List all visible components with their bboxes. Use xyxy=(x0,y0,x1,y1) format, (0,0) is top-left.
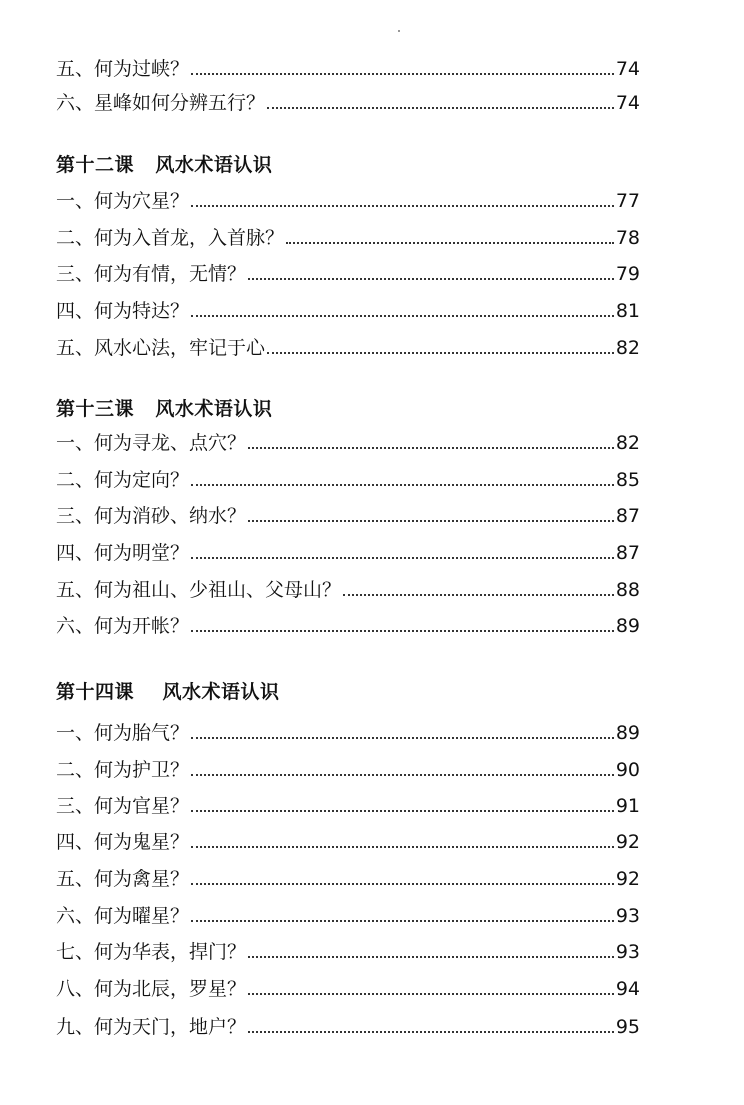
toc-entry-label: 二、何为入首龙，入首脉？ xyxy=(56,227,285,249)
toc-entry[interactable] xyxy=(56,823,640,853)
toc-leader-dots xyxy=(248,993,614,995)
toc-entry-label: 六、何为开帐？ xyxy=(56,615,190,637)
toc-page-number: 74 xyxy=(615,92,640,114)
toc-entry-label: 四、何为明堂？ xyxy=(56,542,190,564)
toc-leader-dots xyxy=(191,737,614,739)
toc-page-number: 82 xyxy=(615,432,640,454)
toc-page-number: 93 xyxy=(615,905,640,927)
toc-leader-dots xyxy=(191,630,614,632)
toc-entry-label: 九、何为天门，地户？ xyxy=(56,1016,247,1038)
toc-entry[interactable] xyxy=(56,571,640,601)
toc-entry[interactable] xyxy=(56,497,640,527)
toc-leader-dots xyxy=(191,73,614,75)
toc-page-number: 87 xyxy=(615,542,640,564)
toc-leader-dots xyxy=(343,594,614,596)
toc-page-number: 90 xyxy=(615,759,640,781)
toc-page-number: 82 xyxy=(615,337,640,359)
toc-leader-dots xyxy=(248,278,614,280)
toc-entry-label: 三、何为官星？ xyxy=(56,795,190,817)
toc-entry-label: 一、何为寻龙、点穴？ xyxy=(56,432,247,454)
toc-page-number: 89 xyxy=(615,615,640,637)
toc-leader-dots xyxy=(248,520,614,522)
toc-entry[interactable] xyxy=(56,607,640,637)
toc-leader-dots xyxy=(191,810,614,812)
section-heading-12: 第十二课 风水术语认识 xyxy=(56,154,273,176)
toc-entry-label: 五、何为过峡？ xyxy=(56,58,190,80)
toc-entry[interactable] xyxy=(56,933,640,963)
toc-page-number: 81 xyxy=(615,300,640,322)
toc-entry[interactable] xyxy=(56,534,640,564)
toc-leader-dots xyxy=(267,352,614,354)
toc-entry[interactable] xyxy=(56,751,640,781)
toc-entry[interactable] xyxy=(56,860,640,890)
toc-entry-label: 六、星峰如何分辨五行？ xyxy=(56,92,266,114)
toc-leader-dots xyxy=(191,846,614,848)
toc-entry-label: 二、何为护卫？ xyxy=(56,759,190,781)
toc-page-number: 91 xyxy=(615,795,640,817)
toc-leader-dots xyxy=(191,774,614,776)
toc-entry[interactable] xyxy=(56,255,640,285)
toc-entry[interactable] xyxy=(56,714,640,744)
toc-entry-label: 七、何为华表，捍门？ xyxy=(56,941,247,963)
toc-entry-label: 二、何为定向？ xyxy=(56,469,190,491)
toc-leader-dots xyxy=(191,920,614,922)
toc-entry-label: 八、何为北辰，罗星？ xyxy=(56,978,247,1000)
toc-entry-label: 六、何为曜星？ xyxy=(56,905,190,927)
toc-entry-label: 一、何为胎气？ xyxy=(56,722,190,744)
toc-entry[interactable] xyxy=(56,1008,640,1038)
toc-entry-label: 五、风水心法，牢记于心 xyxy=(56,337,266,359)
toc-entry-label: 四、何为特达？ xyxy=(56,300,190,322)
toc-entry-label: 五、何为祖山、少祖山、父母山？ xyxy=(56,579,342,601)
toc-page-number: 87 xyxy=(615,505,640,527)
toc-page-number: 89 xyxy=(615,722,640,744)
toc-entry[interactable] xyxy=(56,424,640,454)
toc-entry[interactable] xyxy=(56,182,640,212)
toc-page-number: 79 xyxy=(615,263,640,285)
toc-entry[interactable] xyxy=(56,50,640,80)
toc-page-number: 74 xyxy=(615,58,640,80)
scan-speck xyxy=(398,30,400,32)
toc-leader-dots xyxy=(191,484,614,486)
toc-entry-label: 三、何为有情，无情？ xyxy=(56,263,247,285)
toc-entry[interactable] xyxy=(56,461,640,491)
toc-leader-dots xyxy=(248,447,614,449)
toc-entry-label: 一、何为穴星？ xyxy=(56,190,190,212)
toc-leader-dots xyxy=(267,107,614,109)
toc-page-number: 95 xyxy=(615,1016,640,1038)
toc-page-number: 92 xyxy=(615,831,640,853)
section-heading-14: 第十四课 风水术语认识 xyxy=(56,681,280,703)
toc-entry[interactable] xyxy=(56,84,640,114)
toc-entry[interactable] xyxy=(56,292,640,322)
toc-page-number: 93 xyxy=(615,941,640,963)
toc-page-number: 85 xyxy=(615,469,640,491)
toc-entry[interactable] xyxy=(56,970,640,1000)
toc-leader-dots xyxy=(191,315,614,317)
toc-page-number: 92 xyxy=(615,868,640,890)
section-heading-13: 第十三课 风水术语认识 xyxy=(56,398,273,420)
toc-page-number: 94 xyxy=(615,978,640,1000)
toc-page-number: 88 xyxy=(615,579,640,601)
toc-leader-dots xyxy=(248,1031,614,1033)
toc-page-number: 78 xyxy=(615,227,640,249)
toc-leader-dots xyxy=(248,956,614,958)
toc-entry-label: 五、何为禽星？ xyxy=(56,868,190,890)
toc-entry-label: 三、何为消砂、纳水？ xyxy=(56,505,247,527)
toc-entry[interactable] xyxy=(56,329,640,359)
toc-leader-dots xyxy=(286,242,614,244)
toc-leader-dots xyxy=(191,205,614,207)
toc-page-number: 77 xyxy=(615,190,640,212)
toc-entry[interactable] xyxy=(56,219,640,249)
toc-entry[interactable] xyxy=(56,897,640,927)
toc-leader-dots xyxy=(191,557,614,559)
toc-entry-label: 四、何为鬼星？ xyxy=(56,831,190,853)
toc-entry[interactable] xyxy=(56,787,640,817)
toc-leader-dots xyxy=(191,883,614,885)
